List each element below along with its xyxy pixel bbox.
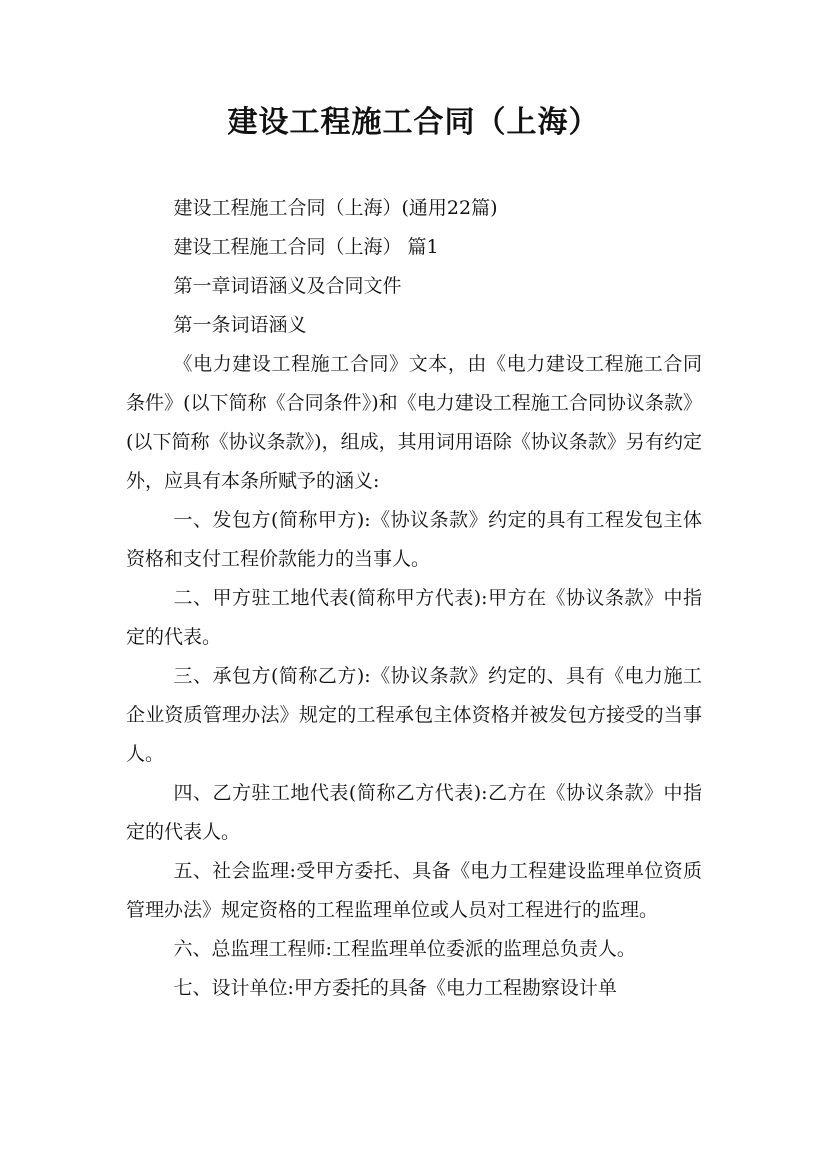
paragraph: 《电力建设工程施工合同》文本，由《电力建设工程施工合同条件》(以下简称《合同条件》)和《电力建设工程施工合同协议条款》(以下简称《协议条款》)，组成，其用词用语除《协议条款》另有约定外，应具有本条所赋予的涵义: <box>126 353 702 492</box>
paragraph: 一、发包方(简称甲方):《协议条款》约定的具有工程发包主体资格和支付工程价款能力的当事人。 <box>126 509 702 570</box>
paragraph-section-heading: 第一条词语涵义 <box>173 314 307 336</box>
paragraph: 六、总监理工程师:工程监理单位委派的监理总负责人。 <box>173 938 636 960</box>
paragraph: 四、乙方驻工地代表(简称乙方代表):乙方在《协议条款》中指定的代表人。 <box>126 782 702 843</box>
paragraph: 七、设计单位:甲方委托的具备《电力工程勘察设计单 <box>173 977 617 999</box>
paragraph: 二、甲方驻工地代表(简称甲方代表):甲方在《协议条款》中指定的代表。 <box>126 587 702 648</box>
paragraph-subtitle: 建设工程施工合同（上海）(通用22篇) <box>173 197 498 219</box>
paragraph: 三、承包方(简称乙方):《协议条款》约定的、具有《电力施工企业资质管理办法》规定的工程承包主体资格并被发包方接受的当事人。 <box>126 665 702 765</box>
paragraph: 五、社会监理:受甲方委托、具备《电力工程建设监理单位资质管理办法》规定资格的工程监理单位或人员对工程进行的监理。 <box>126 860 702 921</box>
document-body <box>126 189 702 1008</box>
paragraph-article-heading: 建设工程施工合同（上海） 篇1 <box>173 236 439 258</box>
paragraph-chapter-heading: 第一章词语涵义及合同文件 <box>173 275 402 297</box>
document-title: 建设工程施工合同（上海） <box>227 105 600 140</box>
